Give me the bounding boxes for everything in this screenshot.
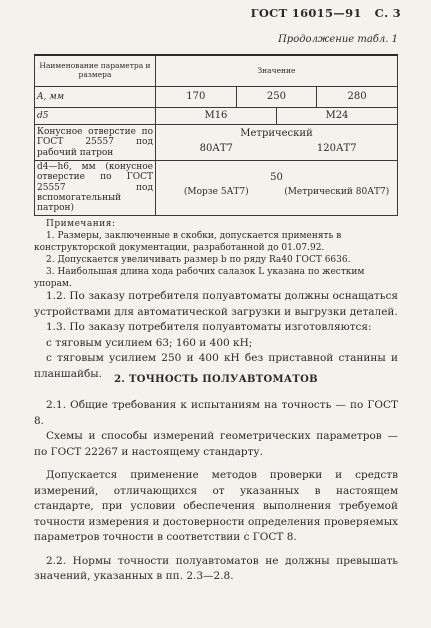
paragraph: с тяговым усилием 250 и 400 кН без приставной станины и планшайбы.: [34, 352, 398, 380]
value-cell: 280: [317, 87, 398, 108]
value-cell-group: [156, 125, 398, 161]
paragraph: Схемы и способы измерений геометрических параметров — по ГОСТ 22267 и настоящему стандарту.: [34, 430, 398, 458]
notes-block: [34, 218, 404, 290]
value-cell: 250: [236, 87, 317, 108]
table-continuation-label: Продолжение табл. 1: [278, 34, 398, 45]
page-number: С. 3: [374, 6, 401, 20]
column-header-name: Наименование параметра и размера: [35, 55, 156, 87]
paragraph: с тяговым усилием 63; 160 и 400 кН;: [46, 336, 253, 349]
paragraph: 1.3. По заказу потребителя полуавтоматы изготовляются:: [46, 321, 372, 333]
table-row: [35, 161, 398, 216]
row-name: Конусное отверстие по ГОСТ 25557 под рабочий патрон: [35, 125, 156, 161]
paragraph: 2.1. Общие требования к испытаниям на точность — по ГОСТ 8.: [34, 399, 398, 427]
table-row: [35, 108, 398, 125]
standard-number: ГОСТ 16015—91: [250, 6, 362, 20]
value-cell: 120АТ7: [316, 142, 357, 154]
note-item: 1. Размеры, заключенные в скобки, допускается применять в конструкторской документации, разработанной до 01.07.92.: [34, 231, 342, 253]
paragraph: 1.2. По заказу потребителя полуавтоматы должны оснащаться устройствами для автоматической загрузки и выгрузки деталей.: [34, 290, 399, 318]
value-group-label: 50: [270, 171, 283, 183]
paragraph: 2.2. Нормы точности полуавтоматов не должны превышать значений, указанных в пп. 2.3—2.8.: [34, 554, 398, 582]
value-cell: 80АТ7: [199, 142, 233, 154]
value-cell: (Метрический 80АТ7): [284, 187, 390, 198]
row-name: d4—h6, мм (конусное отверстие по ГОСТ 25557 под вспомогательный патрон): [35, 161, 156, 216]
value-cell-group: [156, 161, 398, 216]
parameters-table: [34, 54, 398, 216]
note-item: 2. Допускается увеличивать размер b по ряду Ra40 ГОСТ 6636.: [46, 255, 351, 265]
page-header: [251, 6, 401, 20]
table-row: [35, 87, 398, 108]
value-group-label: Метрический: [240, 128, 313, 139]
section-1-text: [34, 289, 398, 382]
note-item: 3. Наибольшая длина хода рабочих салазок L указана по жестким упорам.: [34, 267, 365, 289]
value-cell: 170: [156, 87, 237, 108]
value-cell: M16: [156, 108, 277, 125]
table-header-row: [35, 55, 398, 87]
value-cell: M24: [276, 108, 397, 125]
paragraph: Допускается применение методов проверки и средств измерений, отличающихся от указанных в настоящем стандарте, при условии обеспечения выполнения требуемой точности измерения и достоверности определения проверяемых параметров точности в соответствии с ГОСТ 8.: [34, 469, 398, 543]
notes-title: Примечания:: [46, 219, 116, 229]
row-name: A, мм: [35, 87, 156, 108]
table-row: [35, 125, 398, 161]
section-title: 2. ТОЧНОСТЬ ПОЛУАВТОМАТОВ: [114, 374, 318, 385]
column-header-value: Значение: [156, 55, 398, 87]
row-name: d5: [35, 108, 156, 125]
value-cell: (Морзе 5АТ7): [183, 187, 249, 198]
section-2-text: [34, 398, 398, 585]
